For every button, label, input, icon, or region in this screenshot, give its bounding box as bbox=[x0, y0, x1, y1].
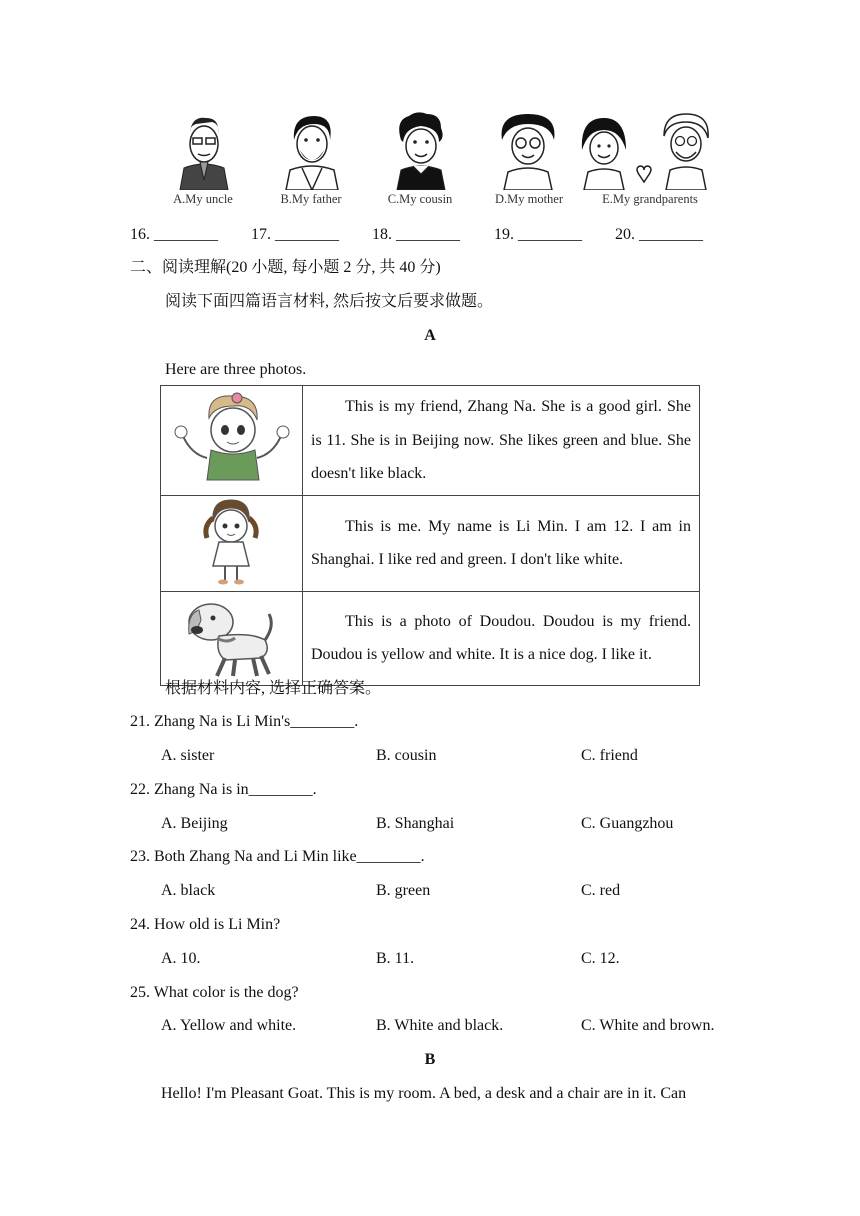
man-with-beard-icon bbox=[274, 110, 348, 190]
table-row bbox=[161, 386, 700, 496]
option-b[interactable]: B. Shanghai bbox=[376, 815, 455, 832]
passage-a-intro: Here are three photos. bbox=[165, 361, 307, 378]
table-row bbox=[161, 591, 700, 685]
option-c[interactable]: C. White and brown. bbox=[581, 1017, 715, 1034]
portrait-caption: B.My father bbox=[280, 192, 342, 206]
answer-blank[interactable]: 19. ________ bbox=[494, 226, 582, 243]
portrait-father bbox=[256, 110, 366, 210]
question-stem: 22. Zhang Na is in________. bbox=[130, 781, 317, 798]
option-a[interactable]: A. Beijing bbox=[161, 815, 228, 832]
portrait-uncle bbox=[148, 110, 258, 210]
question-stem: 25. What color is the dog? bbox=[130, 984, 299, 1001]
portrait-grandparents bbox=[580, 110, 720, 210]
girl-pigtails-icon bbox=[161, 496, 302, 586]
dog-icon bbox=[161, 592, 302, 680]
photo-description: This is a photo of Doudou. Doudou is my friend. Doudou is yellow and white. It is a nice dog. I like it. bbox=[303, 591, 700, 685]
portrait-caption: E.My grandparents bbox=[602, 192, 698, 206]
portrait-mother bbox=[474, 110, 584, 210]
grandparents-icon bbox=[580, 110, 720, 190]
option-b[interactable]: B. 11. bbox=[376, 950, 415, 967]
section-instruction: 阅读下面四篇语言材料, 然后按文后要求做题。 bbox=[165, 293, 494, 310]
option-c[interactable]: C. red bbox=[581, 882, 621, 899]
answer-blank[interactable]: 20. ________ bbox=[615, 226, 703, 243]
option-b[interactable]: B. White and black. bbox=[376, 1017, 504, 1034]
option-c[interactable]: C. friend bbox=[581, 747, 638, 764]
portrait-cousin bbox=[365, 110, 475, 210]
passage-b-letter: B bbox=[424, 1051, 436, 1068]
woman-with-glasses-icon bbox=[492, 110, 566, 190]
task-instruction: 根据材料内容, 选择正确答案。 bbox=[165, 680, 382, 697]
answer-blank[interactable]: 16. ________ bbox=[130, 226, 218, 243]
girl-waving-icon bbox=[161, 388, 302, 488]
passage-a-letter: A bbox=[424, 327, 436, 344]
option-a[interactable]: A. black bbox=[161, 882, 216, 899]
option-c[interactable]: C. Guangzhou bbox=[581, 815, 674, 832]
option-a[interactable]: A. sister bbox=[161, 747, 215, 764]
option-c[interactable]: C. 12. bbox=[581, 950, 620, 967]
portrait-caption: C.My cousin bbox=[387, 192, 453, 206]
photo-cell bbox=[161, 591, 303, 685]
boy-curly-hair-icon bbox=[383, 110, 457, 190]
option-a[interactable]: A. Yellow and white. bbox=[161, 1017, 297, 1034]
option-b[interactable]: B. cousin bbox=[376, 747, 437, 764]
option-b[interactable]: B. green bbox=[376, 882, 431, 899]
option-a[interactable]: A. 10. bbox=[161, 950, 201, 967]
question-stem: 21. Zhang Na is Li Min's________. bbox=[130, 713, 359, 730]
photo-description: This is me. My name is Li Min. I am 12. I am in Shanghai. I like red and green. I don't like white. bbox=[303, 495, 700, 591]
portrait-caption: A.My uncle bbox=[173, 192, 233, 206]
passage-b-text: Hello! I'm Pleasant Goat. This is my room. A bed, a desk and a chair are in it. Can bbox=[161, 1085, 687, 1102]
photo-cell bbox=[161, 495, 303, 591]
section-heading: 二、阅读理解(20 小题, 每小题 2 分, 共 40 分) bbox=[130, 259, 441, 276]
question-stem: 24. How old is Li Min? bbox=[130, 916, 281, 933]
man-with-glasses-icon bbox=[166, 110, 240, 190]
answer-blank[interactable]: 18. ________ bbox=[372, 226, 460, 243]
photo-cell bbox=[161, 386, 303, 496]
answer-blank[interactable]: 17. ________ bbox=[251, 226, 339, 243]
question-stem: 23. Both Zhang Na and Li Min like________. bbox=[130, 848, 425, 865]
photo-table bbox=[160, 385, 700, 686]
portrait-caption: D.My mother bbox=[494, 192, 564, 206]
photo-description: This is my friend, Zhang Na. She is a good girl. She is 11. She is in Beijing now. She likes green and blue. She doesn't like black. bbox=[303, 386, 700, 496]
table-row bbox=[161, 495, 700, 591]
